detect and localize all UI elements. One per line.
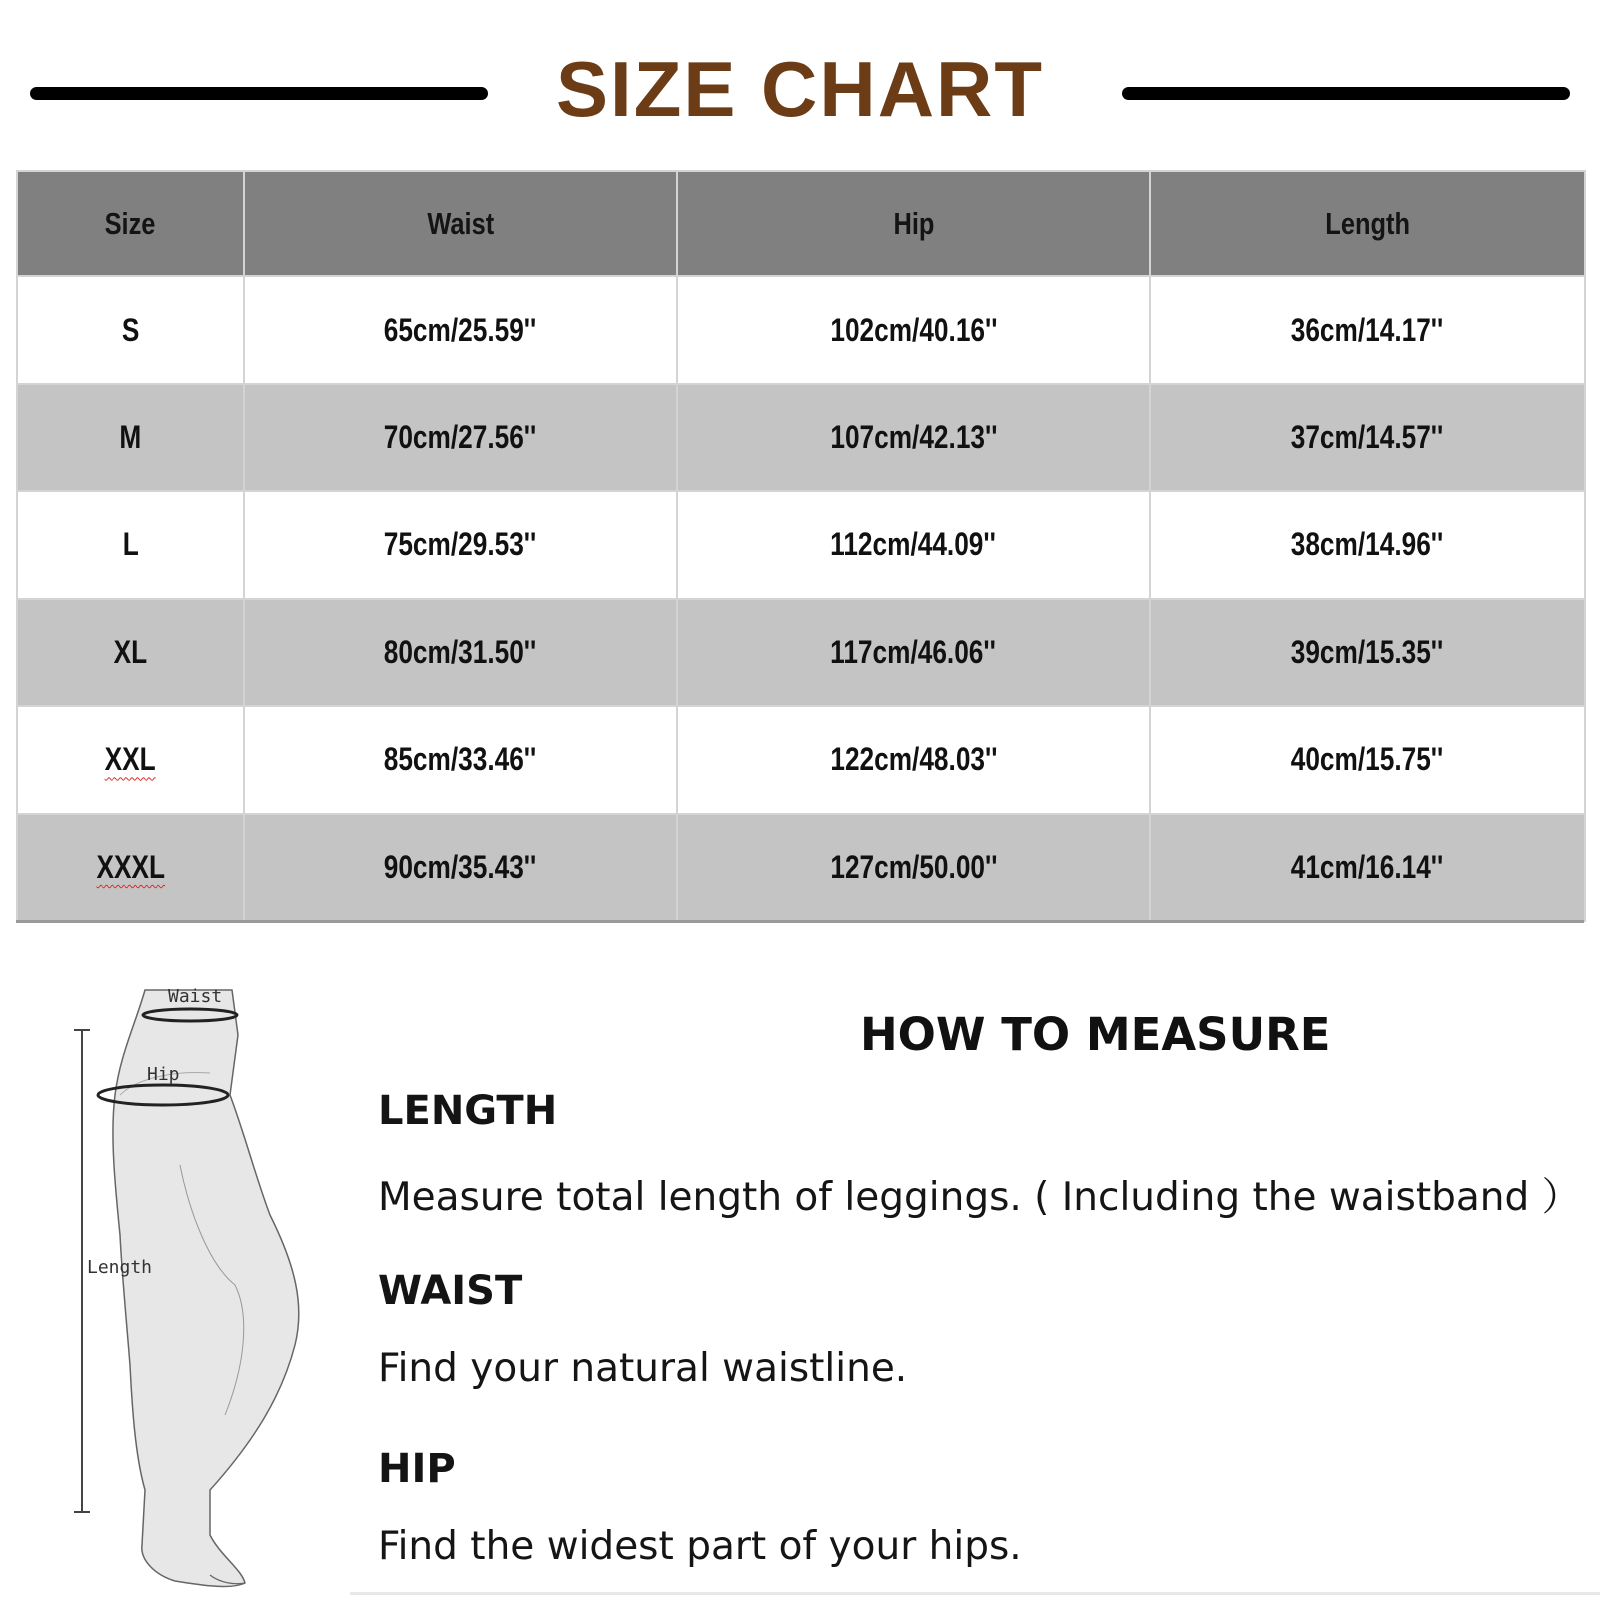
length-cell: 38cm/14.96'' (1150, 491, 1585, 598)
size-cell: XXXL (17, 814, 244, 921)
waist-cell: 85cm/33.46'' (244, 706, 677, 813)
table-bottom-border (16, 920, 1584, 923)
waist-heading: WAIST (378, 1268, 523, 1314)
length-label: Length (87, 1257, 153, 1278)
length-cell: 39cm/15.35'' (1150, 599, 1585, 706)
header-hip: Hip (677, 171, 1150, 276)
bottom-divider (350, 1592, 1600, 1595)
hip-cell: 102cm/40.16'' (677, 276, 1150, 383)
table-row (17, 384, 1585, 491)
size-cell: M (17, 384, 244, 491)
length-cell: 41cm/16.14'' (1150, 814, 1585, 921)
waist-cell: 80cm/31.50'' (244, 599, 677, 706)
hip-cell: 117cm/46.06'' (677, 599, 1150, 706)
hip-text: Find the widest part of your hips. (378, 1524, 1022, 1569)
leggings-figure (60, 985, 360, 1595)
hip-cell: 127cm/50.00'' (677, 814, 1150, 921)
hip-cell: 112cm/44.09'' (677, 491, 1150, 598)
size-cell: XL (17, 599, 244, 706)
hip-cell: 122cm/48.03'' (677, 706, 1150, 813)
hip-label: Hip (147, 1064, 180, 1085)
table-row (17, 599, 1585, 706)
size-cell: S (17, 276, 244, 383)
length-cell: 40cm/15.75'' (1150, 706, 1585, 813)
header-length: Length (1150, 171, 1585, 276)
header-size: Size (17, 171, 244, 276)
length-text: Measure total length of leggings. ( Including the waistband ） (378, 1175, 1581, 1220)
length-cell: 37cm/14.57'' (1150, 384, 1585, 491)
waist-cell: 70cm/27.56'' (244, 384, 677, 491)
waist-cell: 65cm/25.59'' (244, 276, 677, 383)
table-row (17, 276, 1585, 383)
table-header-row (17, 171, 1585, 276)
table-row (17, 491, 1585, 598)
waist-cell: 75cm/29.53'' (244, 491, 677, 598)
size-cell: XXL (17, 706, 244, 813)
hip-cell: 107cm/42.13'' (677, 384, 1150, 491)
length-cell: 36cm/14.17'' (1150, 276, 1585, 383)
length-heading: LENGTH (378, 1088, 558, 1134)
leg-illustration-icon (60, 985, 360, 1595)
header-waist: Waist (244, 171, 677, 276)
size-cell: L (17, 491, 244, 598)
table-row (17, 814, 1585, 921)
table-row (17, 706, 1585, 813)
waist-text: Find your natural waistline. (378, 1346, 908, 1391)
hip-heading: HIP (378, 1446, 456, 1492)
waist-cell: 90cm/35.43'' (244, 814, 677, 921)
page-title: SIZE CHART (556, 45, 1044, 133)
size-table (16, 170, 1586, 922)
how-to-measure-title: HOW TO MEASURE (860, 1008, 1331, 1061)
waist-label: Waist (168, 986, 223, 1007)
